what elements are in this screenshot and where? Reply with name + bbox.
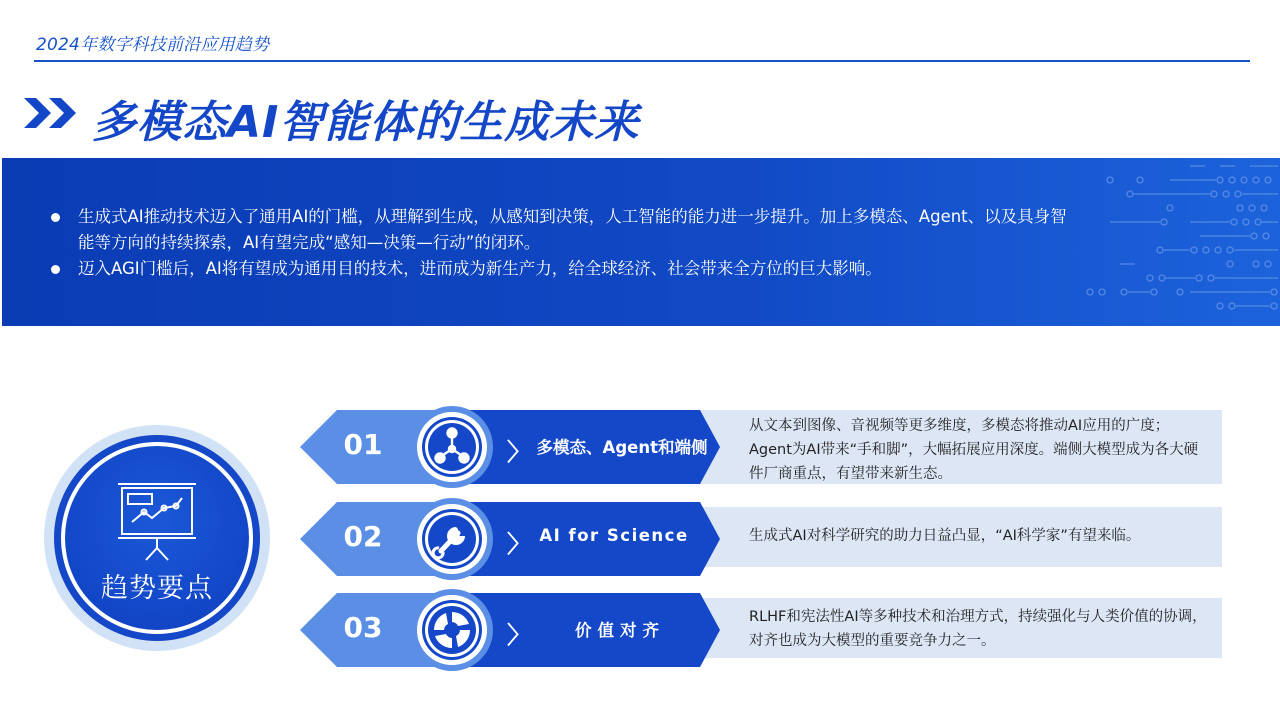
network-nodes-icon — [410, 405, 494, 489]
summary-bullet: 生成式AI推动技术迈入了通用AI的门槛，从理解到生成，从感知到决策，人工智能的能力进一步提升。加上多模态、Agent、以及具身智能等方向的持续探索，AI有望完成“感知—决策—行动”的闭环。 — [50, 204, 1078, 256]
trend-description: RLHF和宪法性AI等多种技术和治理方式，持续强化与人类价值的协调，对齐也成为大模型的重要竞争力之一。 — [749, 609, 1207, 649]
trend-description: 生成式AI对科学研究的助力日益凸显，“AI科学家”有望来临。 — [749, 528, 1141, 544]
chevron-right-icon: 〉 — [507, 530, 531, 558]
summary-bullet: 迈入AGI门槛后，AI将有望成为通用目的技术，进而成为新生产力，给全球经济、社会带来全方位的巨大影响。 — [50, 256, 1078, 282]
trend-row — [0, 410, 1280, 484]
trend-description: 从文本到图像、音视频等更多维度，多模态将推动AI应用的广度；Agent为AI带来“手和脚”，大幅拓展应用深度。端侧大模型成为各大硬件厂商重点，有望带来新生态。 — [749, 418, 1199, 482]
medallion-label: 趋势要点 — [101, 573, 213, 604]
summary-banner — [2, 158, 1280, 326]
trend-number: 01 — [343, 428, 383, 461]
report-header: 2024年数字科技前沿应用趋势 — [36, 35, 270, 55]
wrench-icon — [410, 497, 494, 581]
chevron-right-icon: 〉 — [507, 438, 531, 466]
trend-number: 02 — [343, 520, 383, 553]
aperture-icon — [410, 588, 494, 672]
double-chevron-icon — [24, 98, 82, 128]
trend-title: 价值对齐 — [575, 621, 665, 640]
trend-title: AI for Science — [539, 526, 689, 545]
chevron-right-icon: 〉 — [507, 621, 531, 649]
page-title: 多模态AI智能体的生成未来 — [92, 97, 640, 148]
trend-row — [0, 593, 1280, 667]
header-divider — [34, 60, 1250, 62]
trend-row — [0, 502, 1280, 576]
trend-number: 03 — [343, 611, 383, 644]
trend-title: 多模态、Agent和端侧 — [536, 438, 708, 457]
summary-bullets — [50, 204, 1078, 282]
